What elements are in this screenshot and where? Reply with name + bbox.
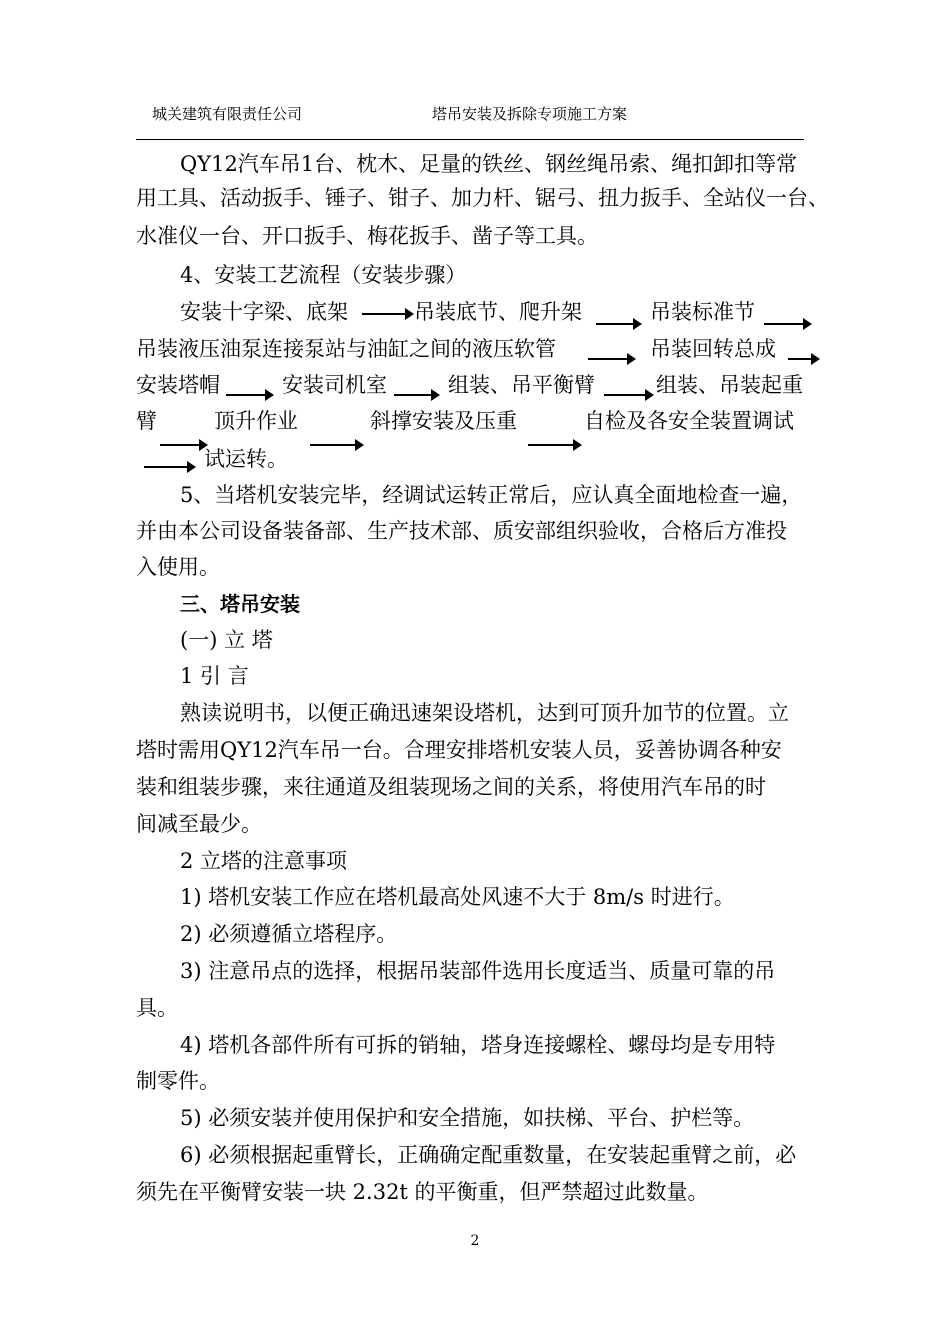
step5-line-2: 并由本公司设备装备部、生产技术部、质安部组织验收，合格后方准投 [136,519,787,543]
tools-line-2: 用工具、活动扳手、锤子、钳子、加力杆、锯弓、扭力扳手、全站仪一台、 [136,186,829,210]
page-header [136,103,804,125]
flow-arrow [362,313,406,315]
note-6-line-1: 6) 必须根据起重臂长，正确确定配重数量，在安装起重臂之前，必 [180,1143,797,1167]
header-company: 城关建筑有限责任公司 [152,105,303,123]
note-3-line-2: 具。 [136,996,178,1020]
note-3-line-1: 3) 注意吊点的选择，根据吊装部件选用长度适当、质量可靠的吊 [180,959,776,983]
flow-step-7: 安装司机室 [282,373,387,397]
intro-line-3: 装和组装步骤，来往通道及组装现场之间的关系，将使用汽车吊的时 [136,775,766,799]
section-3-heading: 三、塔吊安装 [180,592,300,616]
note-6-line-2: 须先在平衡臂安装一块 2.32t 的平衡重，但严禁超过此数量。 [136,1180,709,1204]
flow-arrow [310,444,356,446]
flow-step-2: 吊装底节、爬升架 [414,300,582,324]
flow-step-1: 安装十字梁、底架 [180,300,348,324]
flow-arrow [528,444,574,446]
flow-arrow [144,466,188,468]
flow-arrow [604,394,646,396]
tools-line-3: 水准仪一台、开口扳手、梅花扳手、凿子等工具。 [136,224,598,248]
step5-line-1: 5、当塔机安装完毕，经调试运转正常后，应认真全面地检查一遍， [180,483,803,507]
flow-step-4: 吊装液压油泵连接泵站与油缸之间的液压软管 [136,337,556,361]
flow-arrow [764,323,804,325]
tools-line-1: QY12汽车吊1台、枕木、足量的铁丝、钢丝绳吊索、绳扣卸扣等常 [180,152,798,176]
flow-arrow [588,358,628,360]
intro-line-2: 塔时需用QY12汽车吊一台。合理安排塔机安装人员，妥善协调各种安 [136,738,782,762]
flow-arrow [226,394,266,396]
notes-heading: 2 立塔的注意事项 [180,849,348,873]
flow-step-5: 吊装回转总成 [650,337,776,361]
header-rule [136,139,804,140]
flow-arrow [160,444,200,446]
flow-step-6: 安装塔帽 [136,373,220,397]
flow-step-11: 斜撑安装及压重 [370,409,517,433]
note-2: 2) 必须遵循立塔程序。 [180,922,398,946]
flow-arrow [596,323,634,325]
flow-step-9b: 臂 [136,409,157,433]
note-5: 5) 必须安装并使用保护和安全措施，如扶梯、平台、护栏等。 [180,1106,755,1130]
flow-step-9a: 组装、吊装起重 [656,373,803,397]
flow-step-12: 自检及各安全装置调试 [584,409,794,433]
step4-title: 4、安装工艺流程（安装步骤） [180,263,467,287]
flow-arrow [394,394,432,396]
subsection-heading: (一) 立 塔 [180,628,273,652]
intro-line-1: 熟读说明书，以便正确迅速架设塔机，达到可顶升加节的位置。立 [180,701,789,725]
header-doc-title: 塔吊安装及拆除专项施工方案 [432,105,628,123]
flow-step-10: 顶升作业 [214,409,298,433]
step5-line-3: 入使用。 [136,555,220,579]
note-4-line-1: 4) 塔机各部件所有可拆的销轴，塔身连接螺栓、螺母均是专用特 [180,1033,776,1057]
page-number: 2 [470,1233,480,1249]
flow-step-8: 组装、吊平衡臂 [448,373,595,397]
note-1: 1) 塔机安装工作应在塔机最高处风速不大于 8m/s 时进行。 [180,885,735,909]
flow-step-13: 试运转。 [204,447,288,471]
note-4-line-2: 制零件。 [136,1069,220,1093]
intro-line-4: 间减至最少。 [136,812,262,836]
flow-arrow [788,358,812,360]
flow-step-3: 吊装标准节 [650,300,755,324]
intro-heading: 1 引 言 [180,664,249,688]
